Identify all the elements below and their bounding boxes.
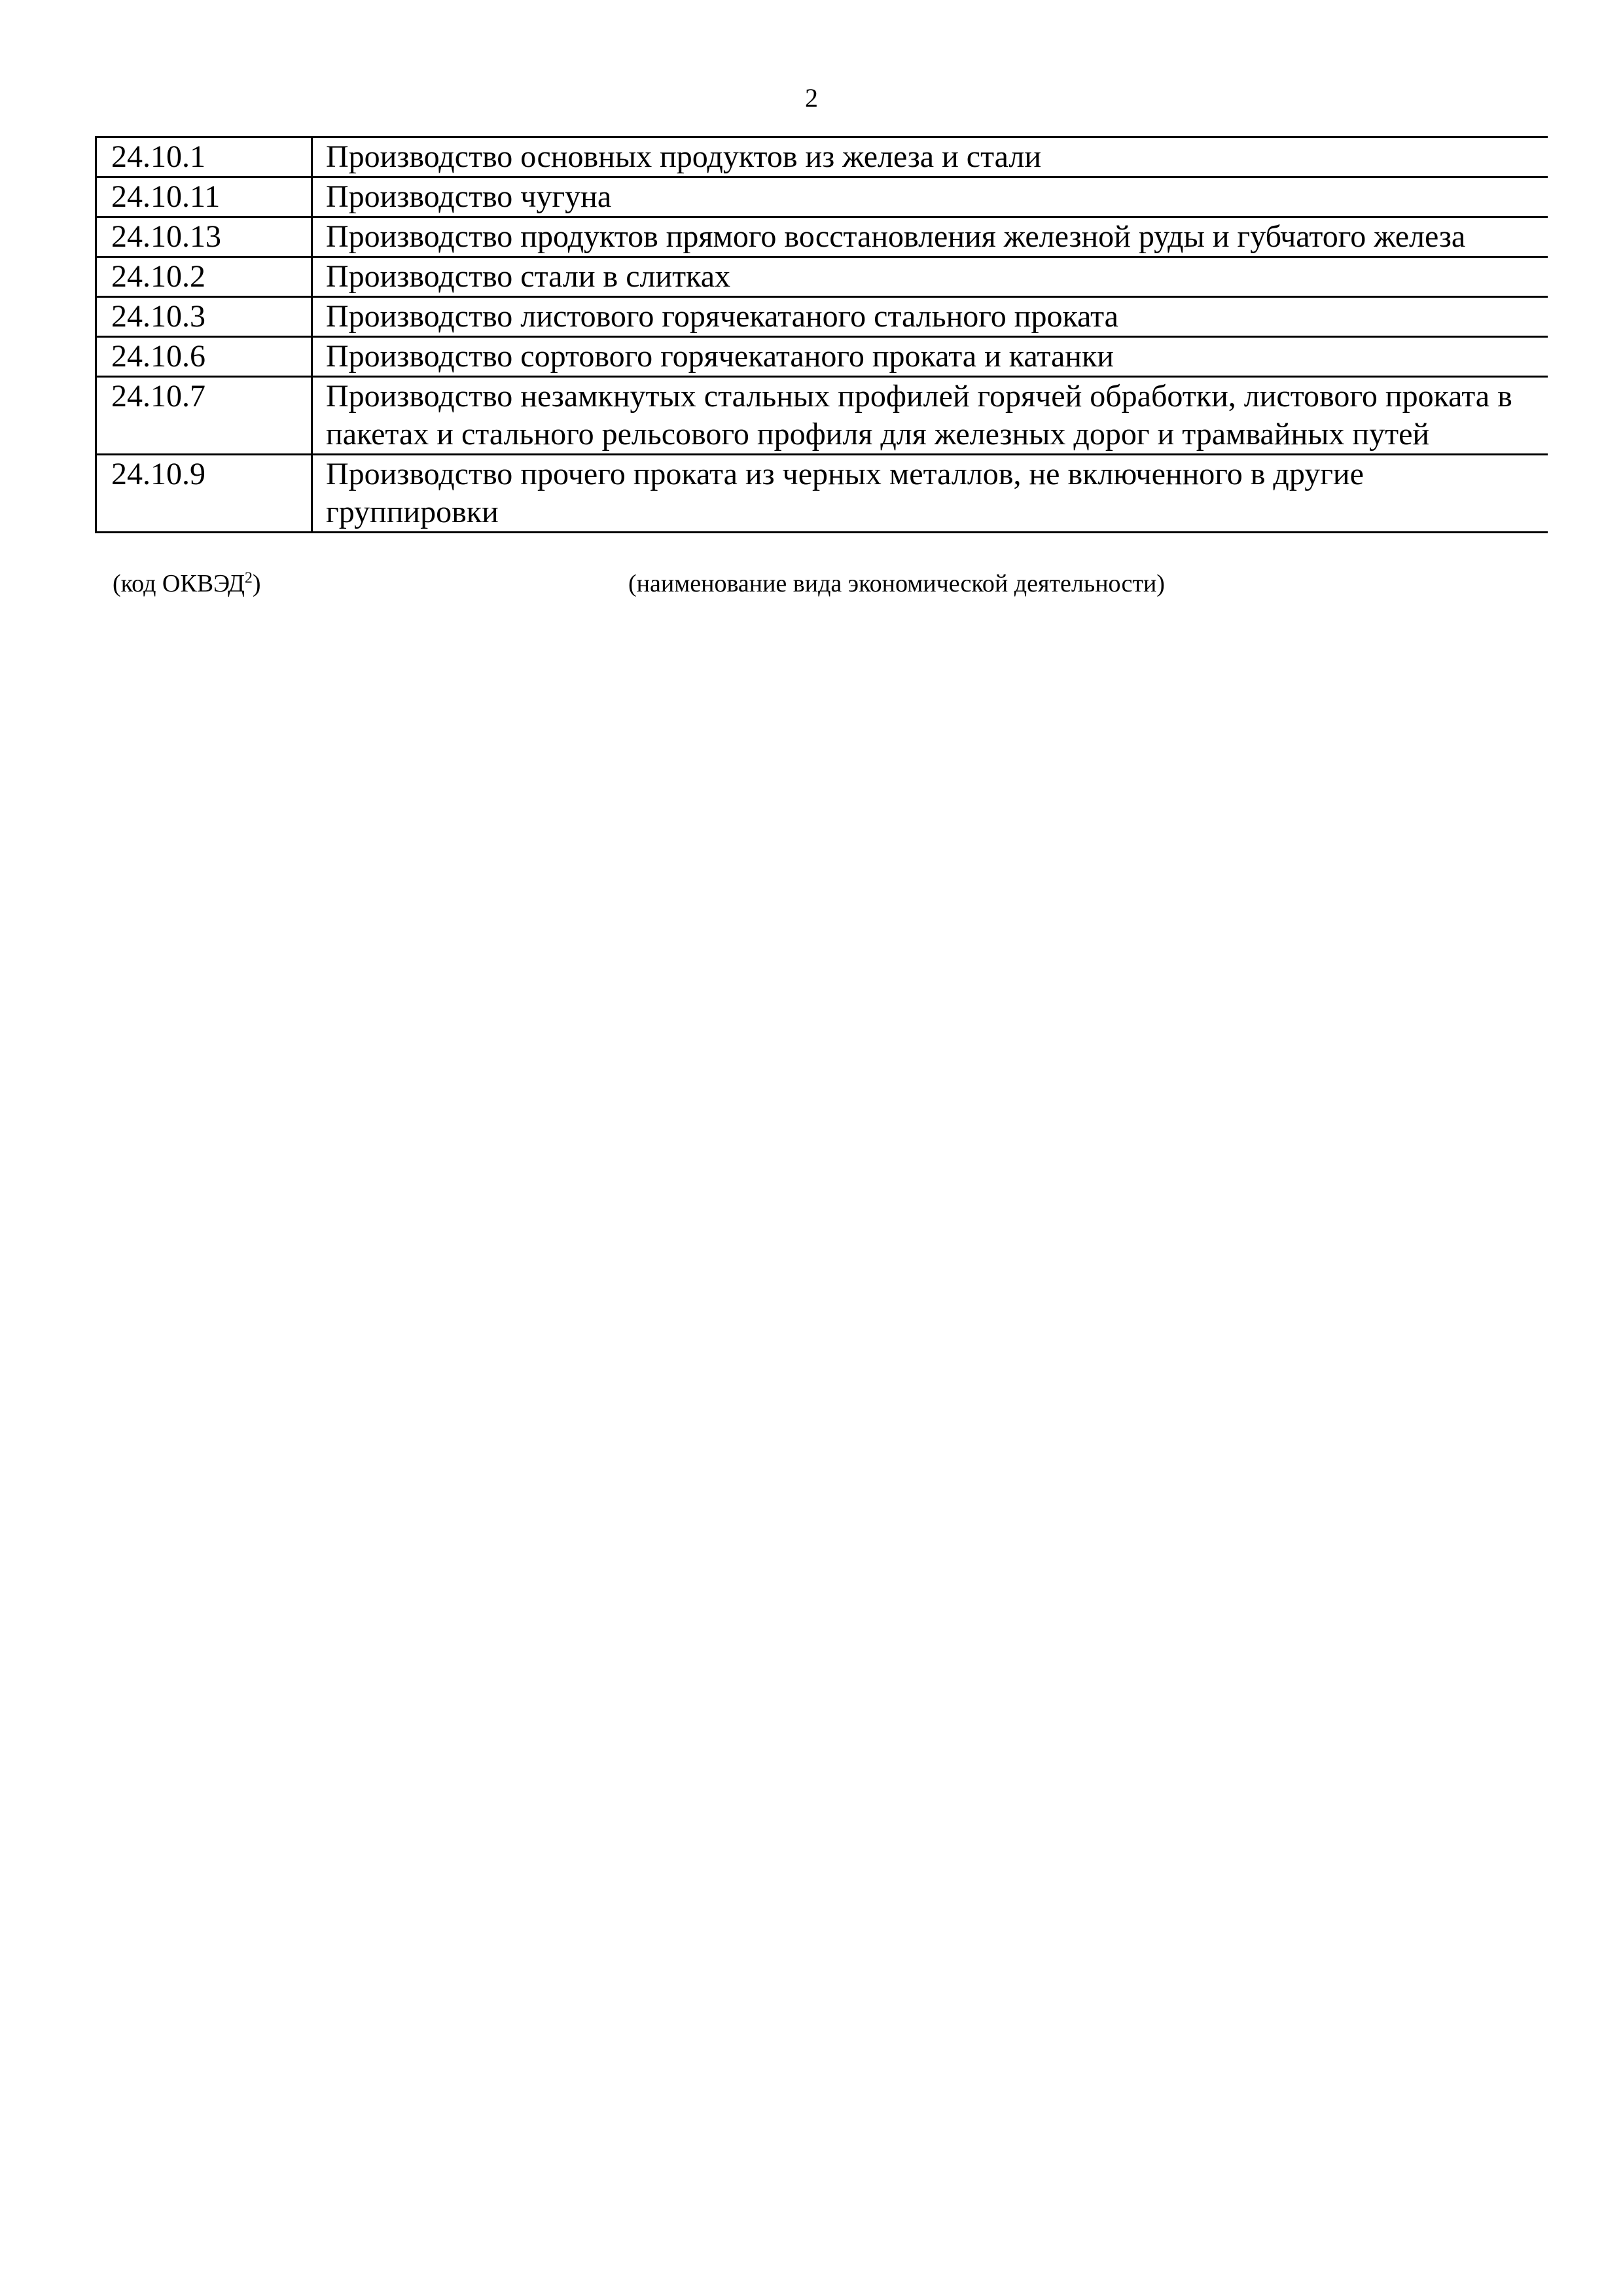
table-row <box>96 455 1548 533</box>
activity-name: Производство незамкнутых стальных профилей горячей обработки, листового проката в пакетах и стального рельсового профиля для железных дорог и трамвайных путей <box>312 377 1548 455</box>
okved-code: 24.10.6 <box>96 337 312 377</box>
activity-name: Производство сортового горячекатаного проката и катанки <box>312 337 1548 377</box>
activity-name: Производство листового горячекатаного стального проката <box>312 297 1548 337</box>
okved-code: 24.10.2 <box>96 257 312 297</box>
table-row <box>96 337 1548 377</box>
activity-name: Производство стали в слитках <box>312 257 1548 297</box>
okved-code: 24.10.11 <box>96 177 312 217</box>
table-row <box>96 137 1548 177</box>
okved-code: 24.10.13 <box>96 217 312 257</box>
activity-name: Производство основных продуктов из железа и стали <box>312 137 1548 177</box>
table-row <box>96 377 1548 455</box>
footnote-marker: 2 <box>244 569 253 587</box>
okved-code: 24.10.9 <box>96 455 312 533</box>
activity-name: Производство чугуна <box>312 177 1548 217</box>
activity-name: Производство прочего проката из черных металлов, не включенного в другие группировки <box>312 455 1548 533</box>
okved-code-caption <box>113 569 261 598</box>
okved-table <box>95 136 1548 533</box>
okved-code-caption-close: ) <box>252 570 261 597</box>
table-row <box>96 257 1548 297</box>
table-row <box>96 217 1548 257</box>
okved-code-caption-text: (код ОКВЭД <box>113 570 245 597</box>
table-row <box>96 177 1548 217</box>
okved-code: 24.10.3 <box>96 297 312 337</box>
okved-code: 24.10.1 <box>96 137 312 177</box>
activity-name-caption: (наименование вида экономической деятельности) <box>628 570 1165 597</box>
activity-name: Производство продуктов прямого восстановления железной руды и губчатого железа <box>312 217 1548 257</box>
table-row <box>96 297 1548 337</box>
okved-code: 24.10.7 <box>96 377 312 455</box>
page-number: 2 <box>805 83 818 113</box>
